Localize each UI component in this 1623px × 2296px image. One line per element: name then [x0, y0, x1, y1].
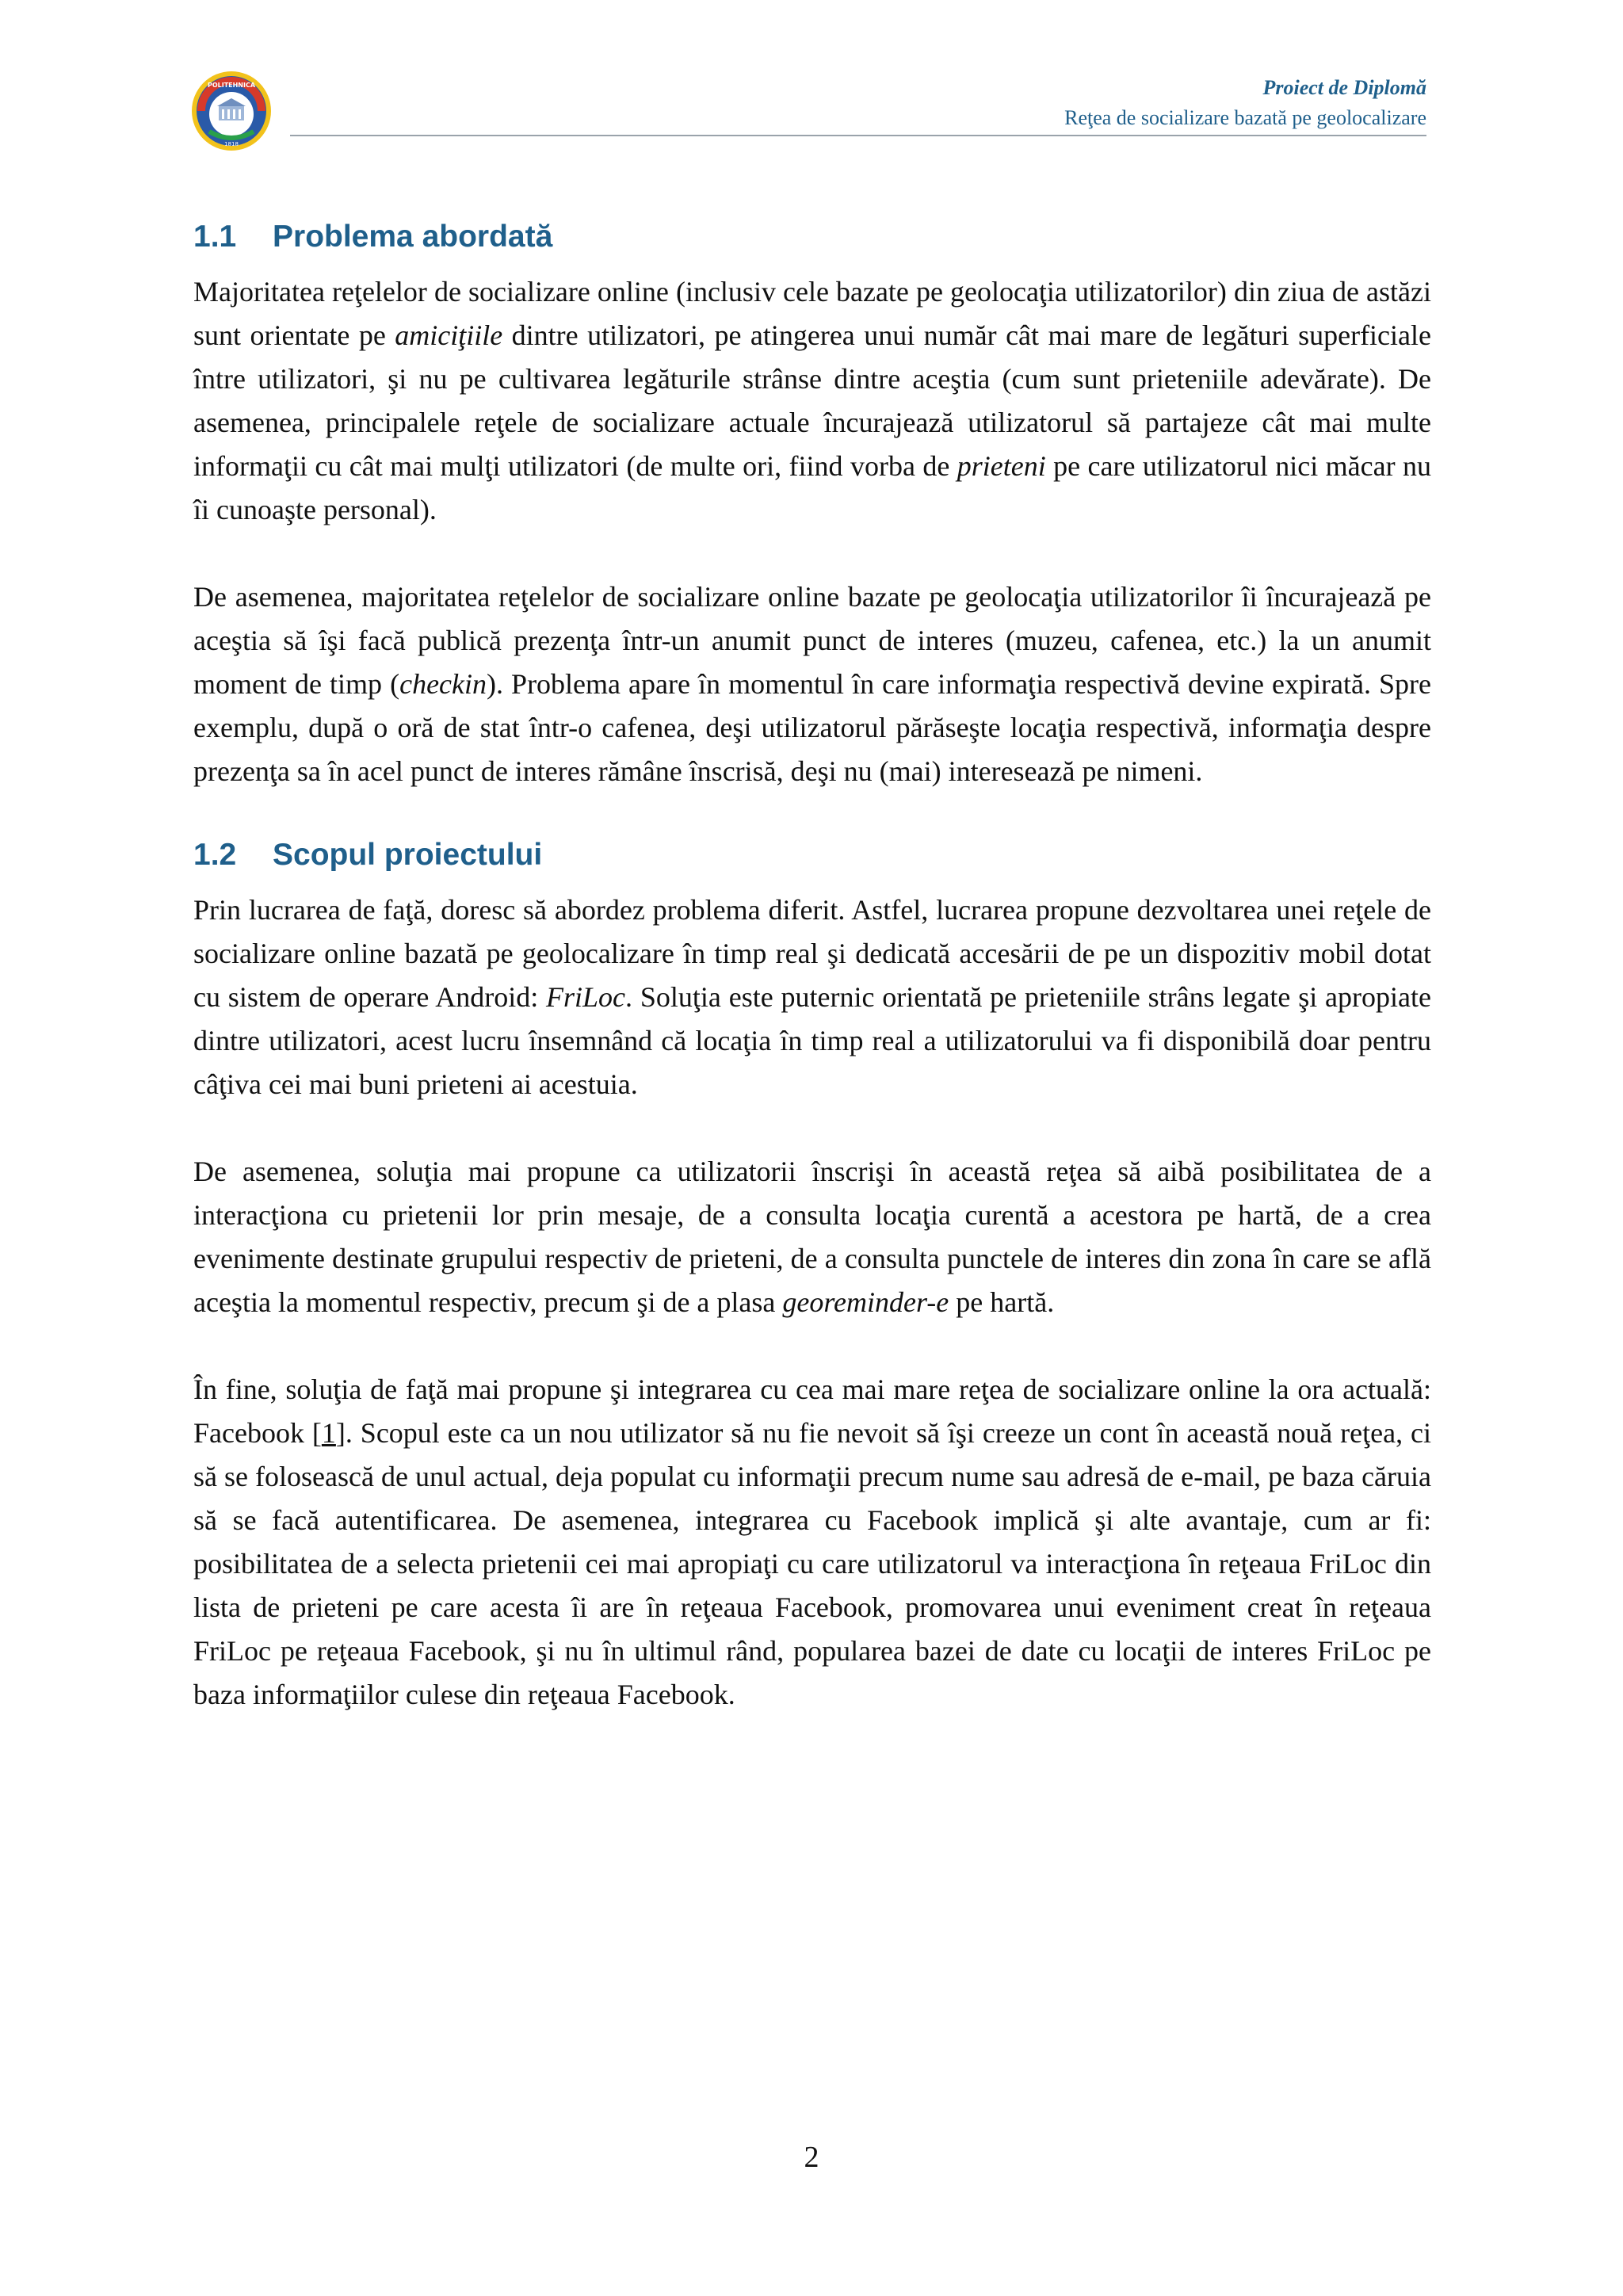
emphasis: checkin — [399, 667, 487, 700]
section-number: 1.2 — [193, 837, 237, 872]
header-divider — [290, 135, 1426, 136]
page-content — [193, 219, 1431, 1760]
header-title: Proiect de Diplomă — [1262, 76, 1426, 99]
emphasis: FriLoc — [546, 980, 626, 1013]
section-title: Scopul proiectului — [273, 837, 543, 872]
paragraph: Majoritatea reţelelor de socializare online (inclusiv cele bazate pe geolocaţia utilizatorilor) din ziua de astăzi sunt orientate pe amiciţiile dintre utilizatori, pe atingerea unui număr cât mai mare de legături superficiale între utilizatori, şi nu pe cultivarea legăturile strânse dintre aceştia (cum sunt prieteniile adevărate). De asemenea, principalele reţele de socializare actuale încurajează utilizatorul să partajeze cât mai multe informaţii cu cât mai mulţi utilizatori (de multe ori, fiind vorba de prieteni pe care utilizatorul nici măcar nu îi cunoaşte personal). — [193, 275, 1432, 525]
paragraph: De asemenea, soluţia mai propune ca utilizatorii înscrişi în această reţea să aibă posibilitatea de a interacţiona cu prietenii lor prin mesaje, de a consulta locaţia curentă a acestora pe hartă, de a crea evenimente destinate grupului respectiv de prieteni, de a consulta punctele de interes din zona în care se află aceştia la momentul respectiv, precum şi de a plasa georeminder-e pe hartă. — [193, 1155, 1431, 1318]
paragraph: De asemenea, majoritatea reţelelor de socializare online bazate pe geolocaţia utilizatorilor îi încurajează pe aceştia să îşi facă publică prezenţa într-un anumit punct de interes (muzeu, cafenea, etc.) la un anumit moment de timp (checkin). Problema apare în momentul în care informaţia respectivă devine expirată. Spre exemplu, după o oră de stat într-o cafenea, deşi utilizatorul părăseşte locaţia respectivă, informaţia despre prezenţa sa în acel punct de interes rămâne înscrisă, deşi nu (mai) interesează pe nimeni. — [193, 580, 1431, 787]
emphasis: amiciţiile — [395, 319, 503, 351]
section-title: Problema abordată — [273, 220, 553, 254]
university-logo-icon — [190, 70, 273, 152]
section-number: 1.1 — [193, 220, 237, 254]
header-subtitle: Reţea de socializare bazată pe geolocalizare — [1064, 106, 1426, 129]
section-heading-1-2 — [193, 837, 1431, 874]
emphasis: georeminder-e — [782, 1286, 949, 1318]
paragraph: Prin lucrarea de faţă, doresc să abordez problema diferit. Astfel, lucrarea propune dezvoltarea unei reţele de socializare online bazată pe geolocalizare în timp real şi dedicată accesării de pe un dispozitiv mobil dotat cu sistem de operare Android: FriLoc. Soluţia este puternic orientată pe prieteniile strâns legate şi apropiate dintre utilizatori, acest lucru însemnând că locaţia în timp real a utilizatorului va fi disponibilă doar pentru câţiva cei mai buni prieteni ai acestuia. — [193, 893, 1431, 1100]
logo-year: 1818 — [224, 141, 239, 147]
paragraph: În fine, soluţia de faţă mai propune şi integrarea cu cea mai mare reţea de socializare online la ora actuală: Facebook [1]. Scopul este ca un nou utilizator să nu fie nevoit să îşi creeze un cont în această nouă reţea, ci să se folosească de unul actual, deja populat cu informaţii precum nume sau adresă de e-mail, pe baza căruia să se facă autentificarea. De asemenea, integrarea cu Facebook implică şi alte avantaje, cum ar fi: posibilitatea de a selecta prietenii cei mai apropiaţi cu care utilizatorul va interacţiona în reţeaua FriLoc din lista de prieteni pe care acesta îi are în reţeaua Facebook, promovarea unui eveniment creat în reţeaua FriLoc pe reţeaua Facebook, şi nu în ultimul rând, popularea bazei de date cu locaţii de interes FriLoc pe baza informaţiilor culese din reţeaua Facebook. — [193, 1373, 1432, 1710]
section-heading-1-1 — [193, 219, 1431, 256]
emphasis: prieteni — [957, 449, 1046, 482]
page-number: 2 — [804, 2141, 819, 2174]
page-header — [190, 70, 1426, 147]
reference-link[interactable]: 1 — [321, 1416, 336, 1449]
logo-text: POLITEHNICA — [207, 82, 256, 89]
